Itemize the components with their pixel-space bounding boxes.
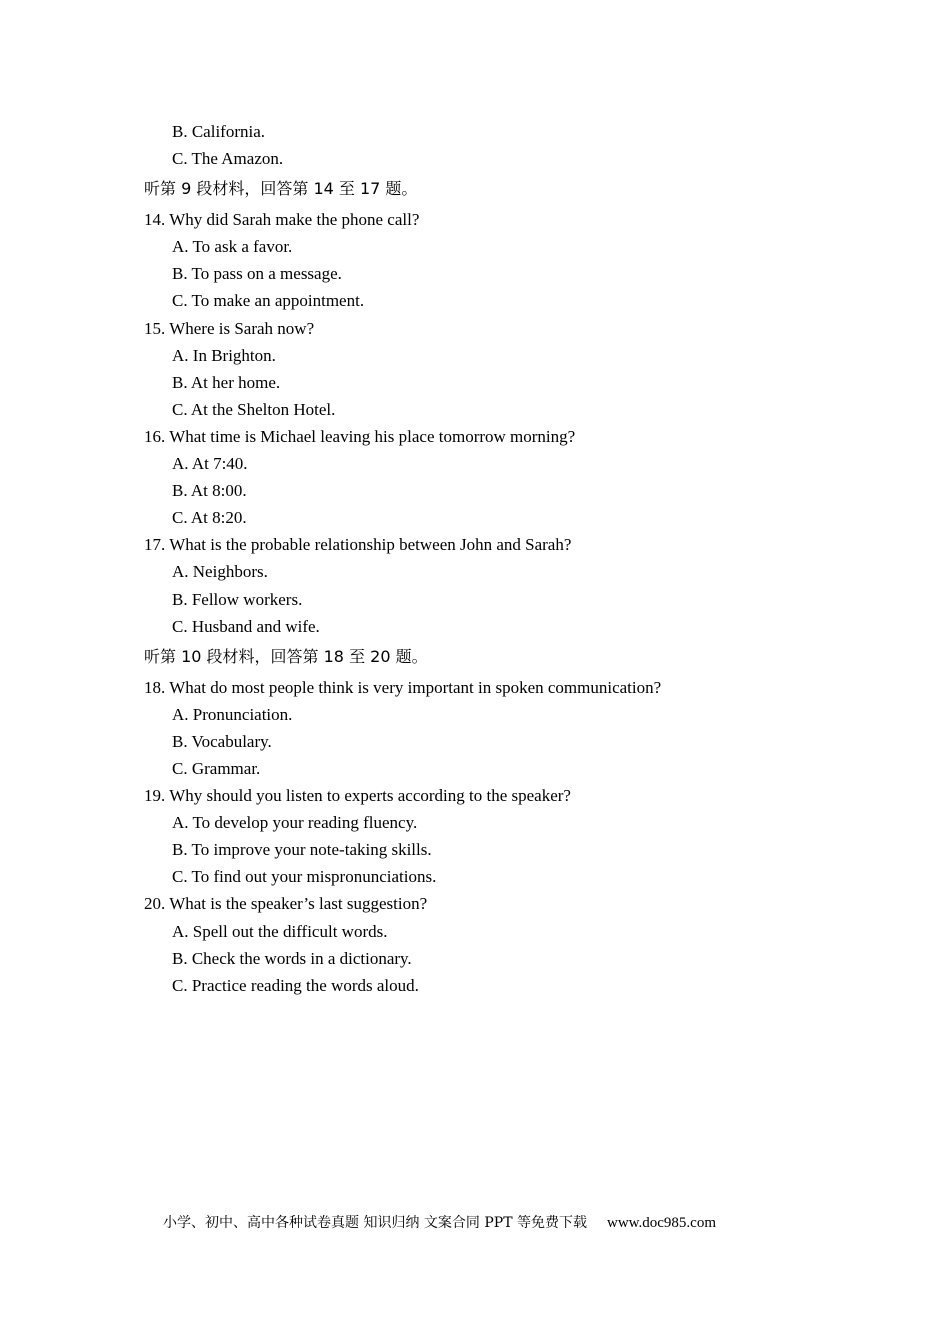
option: A. Neighbors. <box>172 562 268 582</box>
option: C. At 8:20. <box>172 508 247 528</box>
option: C. Husband and wife. <box>172 616 320 636</box>
question-text: 15. Where is Sarah now? <box>144 318 315 338</box>
question-text: 17. What is the probable relationship between John and Sarah? <box>144 535 572 555</box>
question-block <box>144 782 844 890</box>
option: A. To develop your reading fluency. <box>172 813 418 833</box>
option: B. California. <box>172 122 266 141</box>
question-block <box>144 674 844 782</box>
footer-url: www.doc985.com <box>606 1215 716 1231</box>
section-heading: 听第 9 段材料，回答第 14 至 17 题。 <box>144 179 418 199</box>
footer-text: 小学、初中、高中各种试卷真题 知识归纳 文案合同 PPT 等免费下载 <box>163 1215 587 1231</box>
option: B. To improve your note-taking skills. <box>172 840 432 860</box>
option: A. To ask a favor. <box>172 237 293 257</box>
option: A. Pronunciation. <box>172 704 293 724</box>
question-text: 19. Why should you listen to experts according to the speaker? <box>144 786 571 806</box>
option: A. At 7:40. <box>172 454 248 474</box>
option: C. The Amazon. <box>172 149 284 169</box>
option: B. Check the words in a dictionary. <box>172 948 412 968</box>
option: C. Grammar. <box>172 758 261 778</box>
exam-content <box>144 118 844 999</box>
question-block <box>144 206 844 314</box>
option: A. Spell out the difficult words. <box>172 921 388 941</box>
question-text: 20. What is the speaker’s last suggestion? <box>144 894 428 914</box>
page-footer <box>163 1212 716 1234</box>
option: B. To pass on a message. <box>172 264 342 284</box>
option: B. Fellow workers. <box>172 589 303 609</box>
option: B. At her home. <box>172 372 281 392</box>
question-block <box>144 315 844 423</box>
option: B. At 8:00. <box>172 481 247 501</box>
option: C. At the Shelton Hotel. <box>172 399 336 419</box>
option: B. Vocabulary. <box>172 731 272 751</box>
option: C. Practice reading the words aloud. <box>172 975 419 995</box>
previous-question-options <box>144 118 844 172</box>
question-block <box>144 423 844 531</box>
question-block <box>144 890 844 998</box>
question-text: 14. Why did Sarah make the phone call? <box>144 210 420 230</box>
section-heading: 听第 10 段材料，回答第 18 至 20 题。 <box>144 646 428 666</box>
option: C. To make an appointment. <box>172 291 365 311</box>
question-block <box>144 531 844 639</box>
question-text: 16. What time is Michael leaving his place tomorrow morning? <box>144 426 576 446</box>
option: A. In Brighton. <box>172 345 276 365</box>
question-text: 18. What do most people think is very important in spoken communication? <box>144 677 662 697</box>
option: C. To find out your mispronunciations. <box>172 867 437 887</box>
